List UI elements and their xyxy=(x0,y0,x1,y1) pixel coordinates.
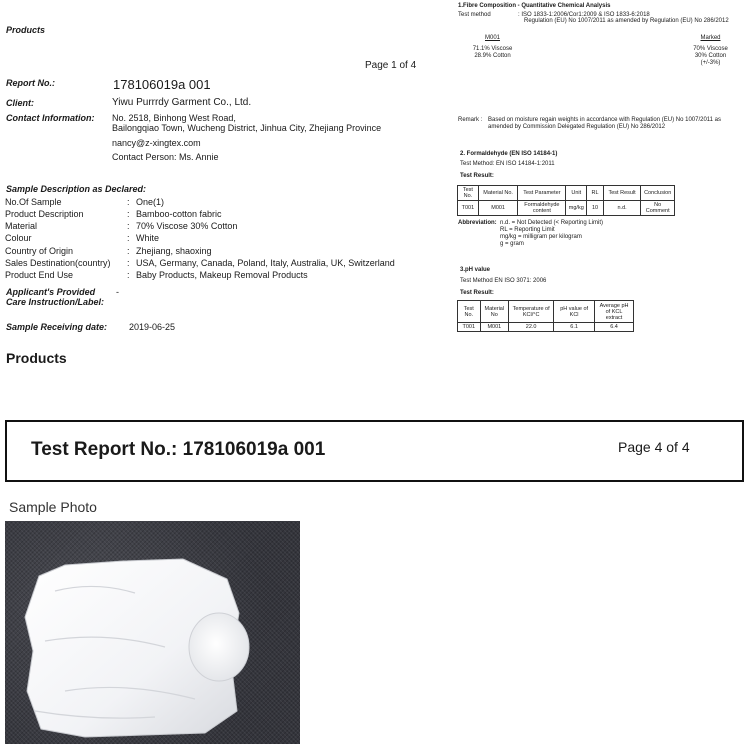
client-label: Client: xyxy=(6,98,34,108)
table-cell: M001 xyxy=(478,201,518,216)
table-header-row xyxy=(458,186,675,201)
receiving-date-label: Sample Receiving date: xyxy=(6,322,108,332)
sample-field-label: No.Of Sample xyxy=(5,197,62,207)
table-header-cell: Material No xyxy=(480,301,509,323)
fibre-col1-line1: 71.1% Viscose xyxy=(472,46,513,52)
fibre-col2-header: Marked xyxy=(700,35,721,41)
page-number-1: Page 1 of 4 xyxy=(365,60,417,71)
report-no-value: 178106019a 001 xyxy=(113,77,211,92)
field-colon: : xyxy=(127,233,130,243)
sample-photo xyxy=(5,521,300,744)
abbreviation-line: RL = Reporting Limit xyxy=(500,227,555,233)
table-header-cell: Test Parameter xyxy=(518,186,566,201)
ph-result-label: Test Result: xyxy=(460,290,494,296)
cotton-pad-sample xyxy=(189,613,249,681)
contact-email: nancy@z-xingtex.com xyxy=(112,138,201,148)
table-header-row xyxy=(458,301,634,323)
formaldehyde-table xyxy=(457,185,675,216)
field-colon: : xyxy=(127,221,130,231)
sample-field-value: 70% Viscose 30% Cotton xyxy=(136,221,238,231)
sample-field-label: Material xyxy=(5,221,38,231)
contact-info-label: Contact Information: xyxy=(6,113,95,123)
table-cell: T001 xyxy=(458,323,481,332)
page4-report-title: Test Report No.: 178106019a 001 xyxy=(31,439,326,460)
fibre-col2-line2: 30% Cotton xyxy=(694,53,727,59)
table-cell: No Comment xyxy=(641,201,675,216)
formaldehyde-method: Test Method: EN ISO 14184-1:2011 xyxy=(460,161,555,167)
remark-label: Remark : xyxy=(458,117,483,123)
table-cell: 10 xyxy=(587,201,604,216)
table-cell: T001 xyxy=(458,201,479,216)
table-cell: 6.4 xyxy=(595,323,634,332)
sample-description-header: Sample Description as Declared: xyxy=(6,184,147,194)
fibre-col1-line2: 28.9% Cotton xyxy=(474,53,511,59)
table-row xyxy=(458,201,675,216)
care-label-line-1: Applicant's Provided xyxy=(6,287,96,297)
fibre-method-value-1: : ISO 1833-1:2006/Cor1:2009 & ISO 1833-6:2018 xyxy=(518,12,650,18)
section-title: Products xyxy=(6,350,67,366)
ph-method: Test Method EN ISO 3071: 2006 xyxy=(460,278,547,284)
care-label-line-2: Care Instruction/Label: xyxy=(6,297,105,307)
ph-table xyxy=(457,300,634,332)
address-line-2: Bailongqiao Town, Wucheng District, Jinhua City, Zhejiang Province xyxy=(112,123,382,133)
sample-photo-image xyxy=(5,521,300,744)
page4-page-number: Page 4 of 4 xyxy=(618,439,690,455)
sample-field-label: Sales Destination(country) xyxy=(5,258,111,268)
fibre-col2-line1: 70% Viscose xyxy=(693,46,728,52)
table-cell: M001 xyxy=(480,323,509,332)
receiving-date-value: 2019-06-25 xyxy=(129,322,176,332)
remark-line-2: amended by Commission Delegated Regulation (EU) No 286/2012 xyxy=(488,124,666,130)
table-cell: Formaldehyde content xyxy=(518,201,566,216)
sample-field-value: White xyxy=(136,233,160,243)
abbreviation-line: g = gram xyxy=(500,241,524,247)
sample-field-value: One(1) xyxy=(136,197,165,207)
sample-field-label: Colour xyxy=(5,233,32,243)
table-header-cell: Test No. xyxy=(458,186,479,201)
formaldehyde-title: 2. Formaldehyde (EN ISO 14184-1) xyxy=(460,151,558,157)
table-cell: 22.0 xyxy=(509,323,554,332)
field-colon: : xyxy=(127,246,130,256)
page4-header-box xyxy=(5,420,744,482)
fibre-col1-header: M001 xyxy=(484,35,500,41)
report-no-label: Report No.: xyxy=(6,78,55,88)
table-header-cell: Test Result xyxy=(603,186,641,201)
table-header-cell: Conclusion xyxy=(641,186,675,201)
fibre-method-label: Test method xyxy=(458,12,491,18)
field-colon: : xyxy=(127,197,130,207)
fibre-title: 1.Fibre Composition - Quantitative Chemical Analysis xyxy=(458,3,611,9)
table-header-cell: Unit xyxy=(566,186,587,201)
sample-field-label: Product Description xyxy=(5,209,84,219)
field-colon: : xyxy=(127,258,130,268)
abbreviation-label: Abbreviation: xyxy=(458,220,497,226)
sample-field-value: Zhejiang, shaoxing xyxy=(136,246,212,256)
table-header-cell: RL xyxy=(587,186,604,201)
contact-person: Contact Person: Ms. Annie xyxy=(112,152,219,162)
sample-photo-caption: Sample Photo xyxy=(9,499,97,515)
sample-field-value: USA, Germany, Canada, Poland, Italy, Australia, UK, Switzerland xyxy=(136,258,395,268)
table-header-cell: Temperature of KCl/°C xyxy=(509,301,554,323)
abbreviation-line: mg/kg = milligram per kilogram xyxy=(500,234,582,240)
table-header-cell: Test No. xyxy=(458,301,481,323)
field-colon: : xyxy=(127,209,130,219)
table-cell: n.d. xyxy=(603,201,641,216)
fibre-method-value-2: Regulation (EU) No 1007/2011 as amended by Regulation (EU) No 286/2012 xyxy=(524,18,729,24)
address-line-1: No. 2518, Binhong West Road, xyxy=(112,113,236,123)
sample-field-value: Bamboo-cotton fabric xyxy=(136,209,222,219)
table-header-cell: Average pH of KCL extract xyxy=(595,301,634,323)
table-row xyxy=(458,323,634,332)
remark-line-1: Based on moisture regain weights in accordance with Regulation (EU) No 1007/2011 as xyxy=(488,117,722,123)
sample-field-label: Country of Origin xyxy=(5,246,74,256)
care-value: - xyxy=(116,287,119,297)
table-header-cell: Material No. xyxy=(478,186,518,201)
field-colon: : xyxy=(127,270,130,280)
table-cell: 6.1 xyxy=(554,323,595,332)
ph-title: 3.pH value xyxy=(460,267,491,273)
fibre-col2-line3: (+/-3%) xyxy=(700,60,721,66)
left-section-header: Products xyxy=(6,25,46,35)
sample-field-value: Baby Products, Makeup Removal Products xyxy=(136,270,308,280)
abbreviation-line: n.d. = Not Detected (< Reporting Limit) xyxy=(500,220,604,226)
table-header-cell: pH value of KCl xyxy=(554,301,595,323)
formaldehyde-result-label: Test Result: xyxy=(460,173,494,179)
table-cell: mg/kg xyxy=(566,201,587,216)
sample-field-label: Product End Use xyxy=(5,270,74,280)
client-value: Yiwu Purrrdy Garment Co., Ltd. xyxy=(112,97,252,108)
